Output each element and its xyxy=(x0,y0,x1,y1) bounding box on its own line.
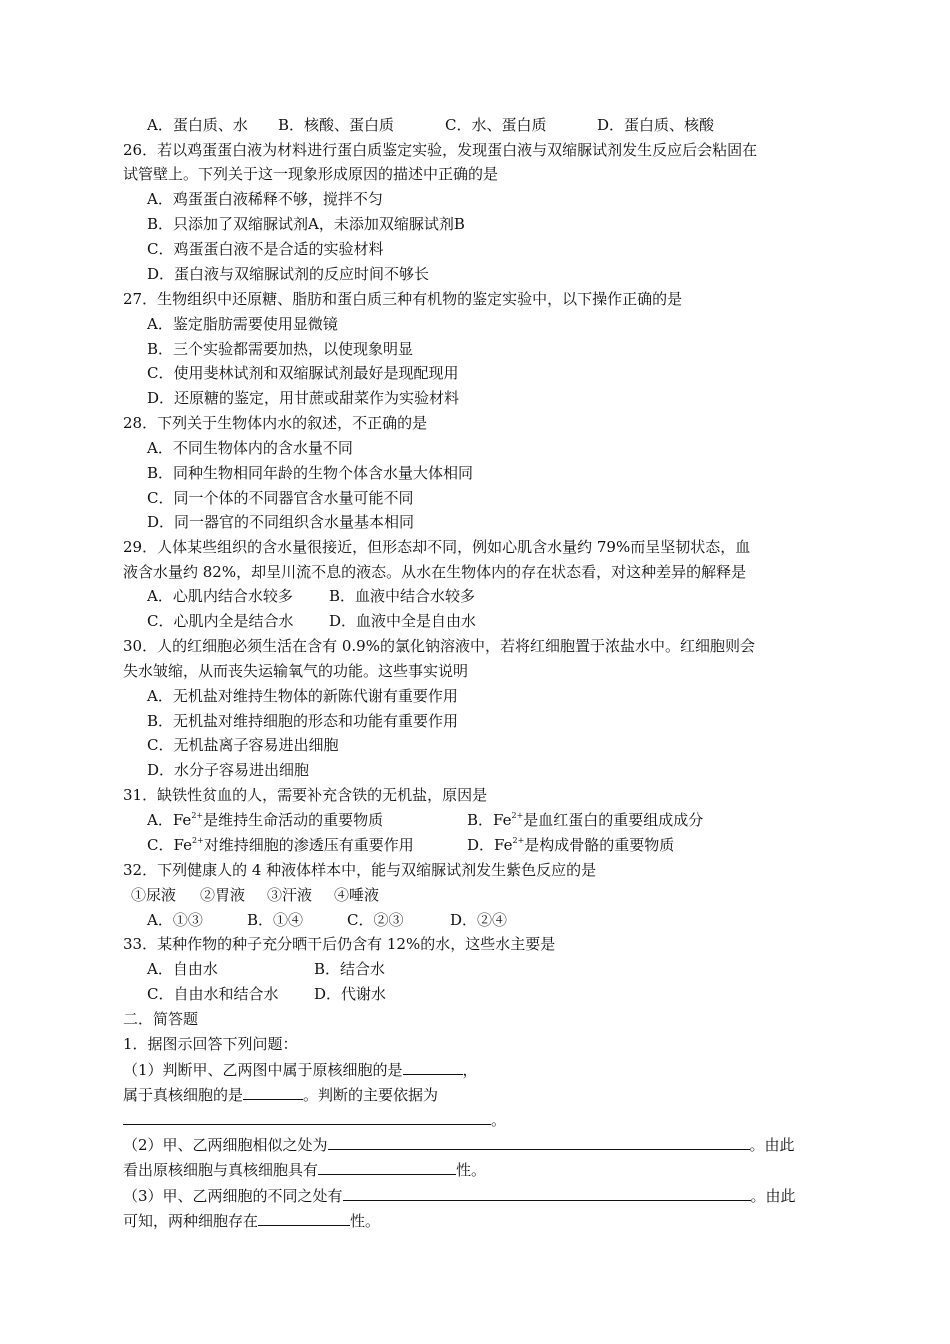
sa1-part2-line2: 看出原核细胞与真核细胞具有 性。 xyxy=(123,1161,487,1179)
q30-option-a: A．无机盐对维持生物体的新陈代谢有重要作用 xyxy=(147,687,458,705)
sa1-part3-line1: （3）甲、乙两细胞的不同之处有 。由此 xyxy=(123,1187,796,1205)
answer-blank-difference[interactable] xyxy=(343,1185,751,1201)
q33-option-d: D．代谢水 xyxy=(314,985,387,1003)
section-title: 二．简答题 xyxy=(123,1010,199,1028)
q30-option-d: D．水分子容易进出细胞 xyxy=(147,761,310,779)
q32-sample-2: ②胃液 xyxy=(200,886,246,904)
q33-option-b: B．结合水 xyxy=(314,960,386,978)
q32-sample-3: ③汗液 xyxy=(267,886,313,904)
q28-option-c: C．同一个体的不同器官含水量可能不同 xyxy=(147,489,414,507)
sa1-part1-line2: 属于真核细胞的是 。判断的主要依据为 xyxy=(123,1086,439,1104)
q31-option-b: B．$Fe^{2+}$是血红蛋白的重要组成成分 xyxy=(467,811,704,829)
q28-option-d: D．同一器官的不同组织含水量基本相同 xyxy=(147,513,415,531)
q26-stem-line2: 试管壁上。下列关于这一现象形成原因的描述中正确的是 xyxy=(123,165,499,183)
q26-option-d: D．蛋白液与双缩脲试剂的反应时间不够长 xyxy=(147,265,430,283)
q32-option-b: B．①④ xyxy=(247,911,304,929)
q33-stem: 33．某种作物的种子充分晒干后仍含有 12%的水，这些水主要是 xyxy=(123,935,556,953)
answer-blank-similarity[interactable] xyxy=(328,1134,750,1150)
answer-blank-eukaryote[interactable] xyxy=(243,1084,303,1100)
q31-stem: 31．缺铁性贫血的人，需要补充含铁的无机盐，原因是 xyxy=(123,786,488,804)
q30-stem-line2: 失水皱缩，从而丧失运输氧气的功能。这些事实说明 xyxy=(123,662,469,680)
answer-blank-unity[interactable] xyxy=(318,1159,456,1175)
q29-option-d: D．血液中全是自由水 xyxy=(329,612,477,630)
sa1-part1-line1: （1）判断甲、乙两图中属于原核细胞的是 ， xyxy=(123,1061,478,1079)
q32-option-d: D．②④ xyxy=(450,911,508,929)
q27-option-a: A．鉴定脂肪需要使用显微镜 xyxy=(147,315,338,333)
q26-option-a: A．鸡蛋蛋白液稀释不够，搅拌不匀 xyxy=(147,190,383,208)
q28-stem: 28．下列关于生物体内水的叙述，不正确的是 xyxy=(123,414,428,432)
q25-option-d: D．蛋白质、核酸 xyxy=(597,116,715,134)
q30-stem-line1: 30．人的红细胞必须生活在含有 0.9%的氯化钠溶液中，若将红细胞置于浓盐水中。红细胞则会 xyxy=(123,637,755,655)
q31-option-d: D．$Fe^{2+}$是构成骨骼的重要物质 xyxy=(467,836,675,854)
q28-option-b: B．同种生物相同年龄的生物个体含水量大体相同 xyxy=(147,464,474,482)
sa1-stem: 1．据图示回答下列问题： xyxy=(123,1035,298,1053)
q29-option-b: B．血液中结合水较多 xyxy=(329,587,476,605)
q32-option-c: C．②③ xyxy=(347,911,404,929)
q25-option-b: B．核酸、蛋白质 xyxy=(278,116,395,134)
q32-option-a: A．①③ xyxy=(147,911,203,929)
answer-blank-basis[interactable] xyxy=(123,1109,491,1125)
q29-stem-line1: 29．人体某些组织的含水量很接近，但形态却不同，例如心肌含水量约 79%而呈坚韧状态，血 xyxy=(123,538,751,556)
q27-option-d: D．还原糖的鉴定，用甘蔗或甜菜作为实验材料 xyxy=(147,389,460,407)
q29-stem-line2: 液含水量约 82%，却呈川流不息的液态。从水在生物体内的存在状态看，对这种差异的解释是 xyxy=(123,563,747,581)
q32-stem: 32．下列健康人的 4 种液体样本中，能与双缩脲试剂发生紫色反应的是 xyxy=(123,861,597,879)
q33-option-c: C．自由水和结合水 xyxy=(147,985,279,1003)
q29-option-a: A．心肌内结合水较多 xyxy=(147,587,293,605)
q28-option-a: A．不同生物体内的含水量不同 xyxy=(147,439,353,457)
q31-option-c: C．$Fe^{2+}$对维持细胞的渗透压有重要作用 xyxy=(147,836,414,854)
answer-blank-prokaryote[interactable] xyxy=(403,1059,463,1075)
q26-stem-line1: 26．若以鸡蛋蛋白液为材料进行蛋白质鉴定实验，发现蛋白液与双缩脲试剂发生反应后会粘固在 xyxy=(123,141,758,159)
q27-option-c: C．使用斐林试剂和双缩脲试剂最好是现配现用 xyxy=(147,364,459,382)
q27-stem: 27．生物组织中还原糖、脂肪和蛋白质三种有机物的鉴定实验中，以下操作正确的是 xyxy=(123,290,683,308)
q30-option-c: C．无机盐离子容易进出细胞 xyxy=(147,736,339,754)
q30-option-b: B．无机盐对维持细胞的形态和功能有重要作用 xyxy=(147,712,459,730)
sa1-part2-line1: （2）甲、乙两细胞相似之处为 。由此 xyxy=(123,1136,795,1154)
q29-option-c: C．心肌内全是结合水 xyxy=(147,612,294,630)
q25-option-c: C．水、蛋白质 xyxy=(445,116,547,134)
q26-option-b: B．只添加了双缩脲试剂A，未添加双缩脲试剂B xyxy=(147,215,465,233)
q26-option-c: C．鸡蛋蛋白液不是合适的实验材料 xyxy=(147,240,384,258)
answer-blank-diversity[interactable] xyxy=(258,1210,350,1226)
q31-option-a: A．$Fe^{2+}$是维持生命活动的重要物质 xyxy=(147,811,384,829)
sa1-part3-line2: 可知，两种细胞存在 性。 xyxy=(123,1212,381,1230)
sa1-part1-line3: 。 xyxy=(123,1109,506,1129)
q32-sample-1: ①尿液 xyxy=(131,886,177,904)
q27-option-b: B．三个实验都需要加热，以使现象明显 xyxy=(147,340,414,358)
q33-option-a: A．自由水 xyxy=(147,960,218,978)
q32-sample-4: ④唾液 xyxy=(334,886,380,904)
q25-option-a: A．蛋白质、水 xyxy=(147,116,248,134)
